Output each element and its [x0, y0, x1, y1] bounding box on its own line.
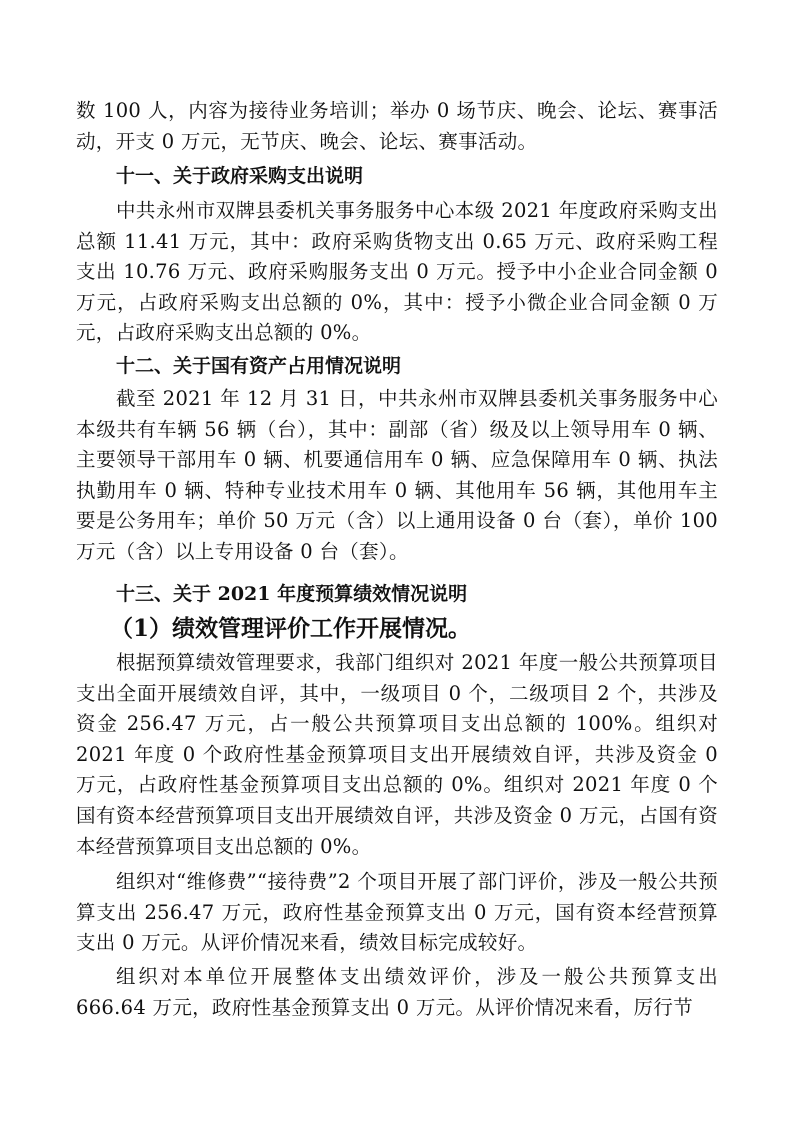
section-heading-procurement: 十一、关于政府采购支出说明: [116, 165, 364, 187]
subheading-performance-evaluation: （1）绩效管理评价工作开展情况。: [110, 615, 472, 642]
paragraph-training-events: 数 100 人，内容为接待业务培训；举办 0 场节庆、晚会、论坛、赛事活动，开支 0 万元，无节庆、晚会、论坛、赛事活动。: [76, 99, 718, 153]
paragraph-procurement: 中共永州市双牌县委机关事务服务中心本级 2021 年度政府采购支出总额 11.41 万元，其中：政府采购货物支出 0.65 万元、政府采购工程支出 10.76 万元、政府采购服务支出 0 万元。授予中小企业合同金额 0 万元，占政府采购支出总额的 0%，其中：授予小微企业合同金额 0 万元，占政府采购支出总额的 0%。: [76, 199, 718, 345]
paragraph-state-assets: 截至 2021 年 12 月 31 日，中共永州市双牌县委机关事务服务中心本级共有车辆 56 辆（台），其中：副部（省）级及以上领导用车 0 辆、主要领导干部用车 0 辆、机要通信用车 0 辆、应急保障用车 0 辆、执法执勤用车 0 辆、特种专业技术用车 0 辆、其他用车 56 辆，其他用车主要是公务用车；单价 50 万元（含）以上通用设备 0 台（套），单价 100 万元（含）以上专用设备 0 台（套）。: [76, 387, 718, 563]
section-heading-performance: 十三、关于 2021 年度预算绩效情况说明: [116, 583, 468, 605]
paragraph-overall-evaluation: 组织对本单位开展整体支出绩效评价，涉及一般公共预算支出 666.64 万元，政府性基金预算支出 0 万元。从评价情况来看，厉行节: [76, 965, 718, 1019]
paragraph-self-evaluation: 根据预算绩效管理要求，我部门组织对 2021 年度一般公共预算项目支出全面开展绩效自评，其中，一级项目 0 个，二级项目 2 个，共涉及资金 256.47 万元，占一般公共预算项目支出总额的 100%。组织对 2021 年度 0 个政府性基金预算项目支出开展绩效自评，共涉及资金 0 万元，占政府性基金预算项目支出总额的 0%。组织对 2021 年度 0 个国有资本经营预算项目支出开展绩效自评，共涉及资金 0 万元，占国有资本经营预算项目支出总额的 0%。: [76, 651, 718, 858]
section-heading-state-assets: 十二、关于国有资产占用情况说明: [116, 355, 402, 377]
paragraph-department-evaluation: 组织对“维修费”“接待费”2 个项目开展了部门评价，涉及一般公共预算支出 256.47 万元，政府性基金预算支出 0 万元，国有资本经营预算支出 0 万元。从评价情况来看，绩效目标完成较好。: [76, 870, 718, 955]
